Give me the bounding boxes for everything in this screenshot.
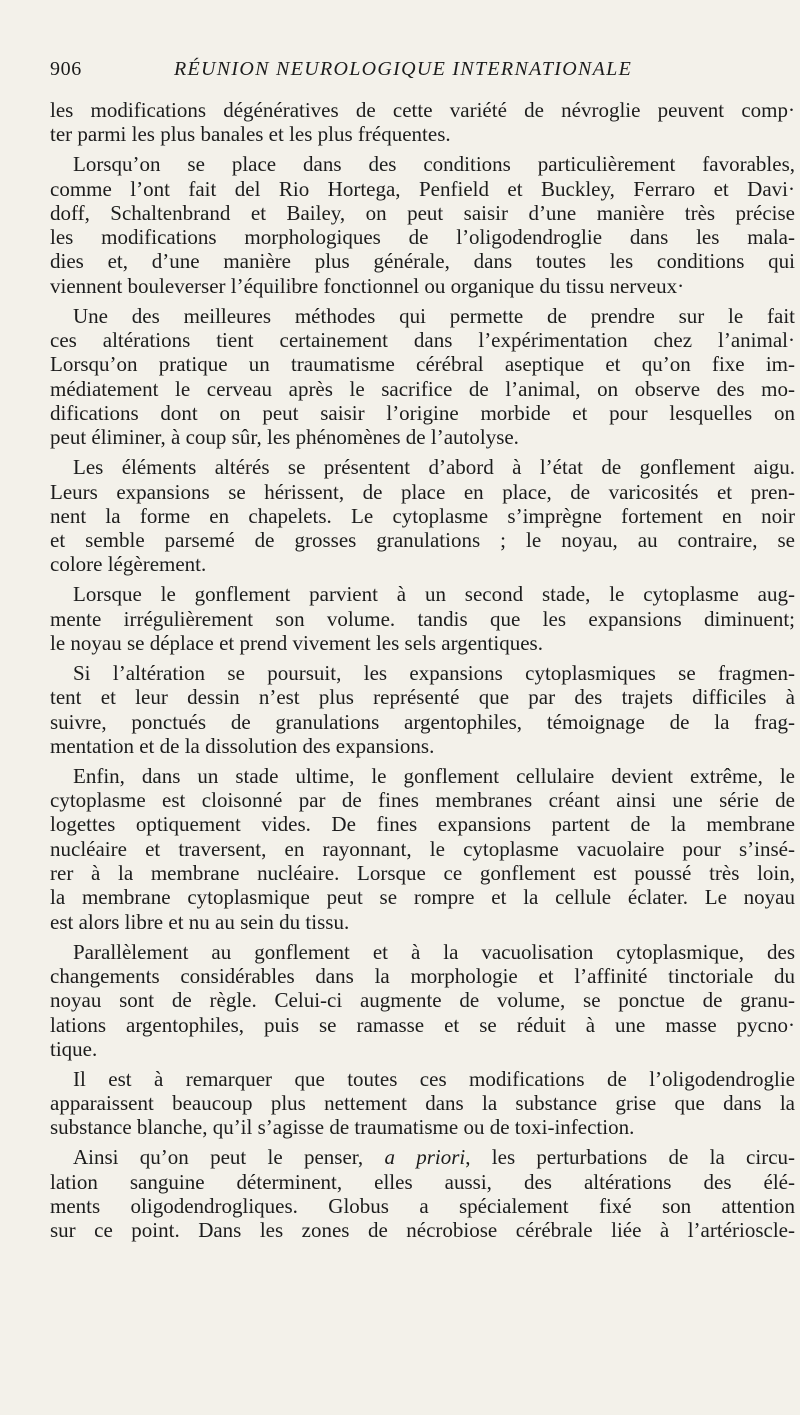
text-line: logettes optiquement vides. De fines expansions partent de la membrane <box>50 812 795 837</box>
text-line: Lorsque le gonflement parvient à un second stade, le cytoplasme aug- <box>73 582 795 607</box>
text-line: doff, Schaltenbrand et Bailey, on peut saisir d’une manière très précise <box>50 200 795 225</box>
text-line: est alors libre et nu au sein du tissu. <box>50 909 350 934</box>
paragraph <box>50 940 795 1061</box>
text-line: Une des meilleures méthodes qui permette de prendre sur le fait <box>73 303 795 328</box>
text-line: et semble parsemé de grosses granulations ; le noyau, au contraire, se <box>50 528 795 553</box>
text-line: lations argentophiles, puis se ramasse et se réduit à une masse pycno· <box>50 1012 795 1037</box>
paragraph <box>50 1145 795 1242</box>
page-number: 906 <box>50 58 82 80</box>
text-line: Parallèlement au gonflement et à la vacuolisation cytoplasmique, des <box>73 939 795 964</box>
text-line: suivre, ponctués de granulations argentophiles, témoignage de la frag- <box>50 709 795 734</box>
text-line: ments oligodendrogliques. Globus a spécialement fixé son attention <box>50 1193 795 1218</box>
text-line: le noyau se déplace et prend vivement les sels argentiques. <box>50 630 543 655</box>
text-line: tent et leur dessin n’est plus représenté que par des trajets difficiles à <box>50 685 795 710</box>
text-line: difications dont on peut saisir l’origine morbide et pour lesquelles on <box>50 400 795 425</box>
text-line: Il est à remarquer que toutes ces modifications de l’oligodendroglie <box>73 1066 795 1091</box>
text-line: les modifications dégénératives de cette variété de névroglie peuvent comp· <box>50 98 795 122</box>
text-line: Leurs expansions se hérissent, de place en place, de varicosités et pren- <box>50 479 795 504</box>
text-line: nucléaire et traversent, en rayonnant, le cytoplasme vacuolaire pour s’insé- <box>50 836 795 861</box>
text-line: peut éliminer, à coup sûr, les phénomènes de l’autolyse. <box>50 425 519 450</box>
text-line: Lorsqu’on pratique un traumatisme cérébral aseptique et qu’on fixe im- <box>50 352 795 377</box>
paragraph <box>50 661 795 758</box>
text-line: dies et, d’une manière plus générale, dans toutes les conditions qui <box>50 249 795 274</box>
text-line: Lorsqu’on se place dans des conditions particulièrement favorables, <box>73 152 795 177</box>
text-line: comme l’ont fait del Rio Hortega, Penfield et Buckley, Ferraro et Davi· <box>50 176 795 201</box>
text-line: rer à la membrane nucléaire. Lorsque ce gonflement est poussé très loin, <box>50 861 795 886</box>
paragraph <box>50 304 795 450</box>
text-line: apparaissent beaucoup plus nettement dans la substance grise que dans la <box>50 1091 795 1116</box>
text-line: mentation et de la dissolution des expansions. <box>50 733 435 758</box>
text-line: sur ce point. Dans les zones de nécrobiose cérébrale liée à l’artérioscle- <box>50 1218 795 1243</box>
text-line: ter parmi les plus banales et les plus fréquentes. <box>50 122 451 147</box>
paragraph <box>50 455 795 576</box>
text-line: substance blanche, qu’il s’agisse de traumatisme ou de toxi-infection. <box>50 1115 635 1140</box>
text-line: noyau sont de règle. Celui-ci augmente de volume, se ponctue de granu- <box>50 988 795 1013</box>
text-line: cytoplasme est cloisonné par de fines membranes créant ainsi une série de <box>50 788 795 813</box>
text-line: lation sanguine déterminent, elles aussi, des altérations des élé- <box>50 1169 795 1194</box>
text-line: colore légèrement. <box>50 552 207 577</box>
text-line: les modifications morphologiques de l’oligodendroglie dans les mala- <box>50 225 795 250</box>
text-line: changements considérables dans la morphologie et l’affinité tinctoriale du <box>50 963 795 988</box>
paragraph <box>50 764 795 934</box>
text-line: médiatement le cerveau après le sacrifice de l’animal, on observe des mo- <box>50 376 795 401</box>
text-line: ces altérations tient certainement dans l’expérimentation chez l’animal· <box>50 328 795 353</box>
paragraph <box>50 582 795 655</box>
paragraph <box>50 152 795 298</box>
text-line: Les éléments altérés se présentent d’abord à l’état de gonflement aigu. <box>73 455 795 480</box>
paragraph <box>50 98 795 147</box>
page-header <box>50 58 792 88</box>
text-line: tique. <box>50 1036 98 1061</box>
running-title: RÉUNION NEUROLOGIQUE INTERNATIONALE <box>174 58 633 80</box>
body-text <box>50 98 795 1248</box>
text-line: mente irrégulièrement son volume. tandis que les expansions diminuent; <box>50 606 795 631</box>
text-line: Si l’altération se poursuit, les expansions cytoplasmiques se fragmen- <box>73 660 795 685</box>
text-line: Ainsi qu’on peut le penser, a priori, les perturbations de la circu- <box>73 1145 796 1170</box>
paragraph <box>50 1067 795 1140</box>
text-line: la membrane cytoplasmique peut se rompre et la cellule éclater. Le noyau <box>50 885 795 910</box>
text-line: viennent bouleverser l’équilibre fonctionnel ou organique du tissu nerveux· <box>50 273 685 298</box>
text-line: nent la forme en chapelets. Le cytoplasme s’imprègne fortement en noir <box>50 503 795 528</box>
text-line: Enfin, dans un stade ultime, le gonflement cellulaire devient extrême, le <box>73 763 795 788</box>
